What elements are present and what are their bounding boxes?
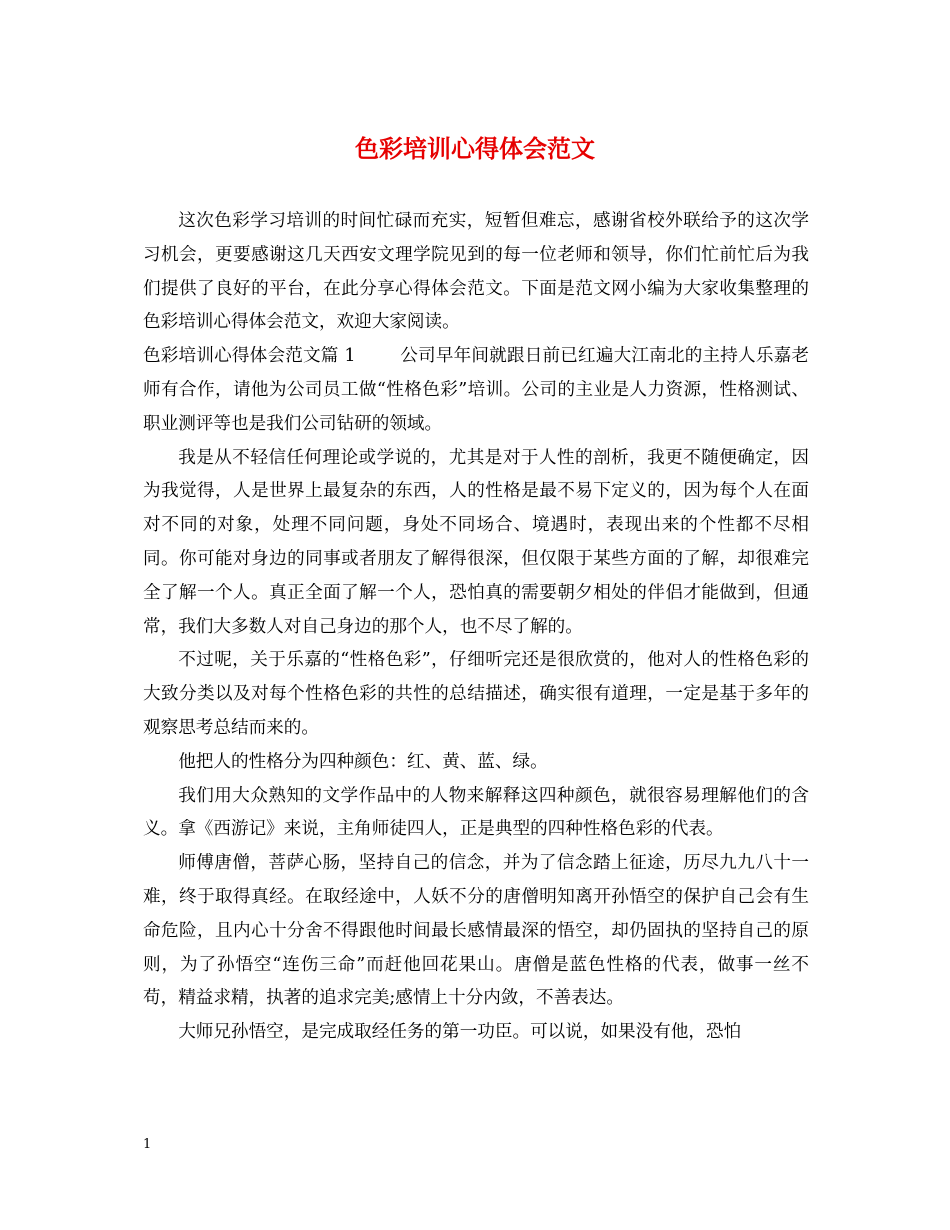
document-body (143, 205, 809, 1050)
paragraph-xiyouji: 我们用大众熟知的文学作品中的人物来解释这四种颜色，就很容易理解他们的含义。拿《西游记》来说，主角师徒四人，正是典型的四种性格色彩的代表。 (143, 785, 809, 840)
paragraph-section-1 (143, 340, 809, 441)
paragraph-tangseng: 师傅唐僧，菩萨心肠，坚持自己的信念，并为了信念踏上征途，历尽九九八十一难，终于取得真经。在取经途中，人妖不分的唐僧明知离开孙悟空的保护自己会有生命危险，且内心十分舍不得跟他时间最长感情最深的悟空，却仍固执的坚持自己的原则，为了孙悟空“连伤三命”而赶他回花果山。唐僧是蓝色性格的代表，做事一丝不苟，精益求精，执著的追求完美;感情上十分内敛，不善表达。 (143, 853, 809, 1009)
paragraph-lejia: 不过呢，关于乐嘉的“性格色彩”，仔细听完还是很欣赏的，他对人的性格色彩的大致分类以及对每个性格色彩的共性的总结描述，确实很有道理，一定是基于多年的观察思考总结而来的。 (143, 650, 809, 738)
document-title: 色彩培训心得体会范文 (355, 134, 595, 163)
section-gap (356, 346, 401, 366)
paragraph-sunwukong: 大师兄孙悟空，是完成取经任务的第一功臣。可以说，如果没有他，恐怕 (178, 1022, 742, 1043)
paragraph-intro: 这次色彩学习培训的时间忙碌而充实，短暂但难忘，感谢省校外联给予的这次学习机会，更要感谢这几天西安文理学院见到的每一位老师和领导，你们忙前忙后为我们提供了良好的平台，在此分享心得体会范文。下面是范文网小编为大家收集整理的色彩培训心得体会范文，欢迎大家阅读。 (143, 211, 809, 333)
paragraph-section-1-text: 公司早年间就跟日前已红遍大江南北的主持人乐嘉老师有合作，请他为公司员工做“性格色彩”培训。公司的主业是人力资源，性格测试、职业测评等也是我们公司钻研的领域。 (143, 346, 809, 434)
section-heading: 色彩培训心得体会范文篇 1 (143, 346, 356, 367)
paragraph-four-colors: 他把人的性格分为四种颜色：红、黄、蓝、绿。 (178, 751, 548, 772)
paragraph-personality: 我是从不轻信任何理论或学说的，尤其是对于人性的剖析，我更不随便确定，因为我觉得，人是世界上最复杂的东西，人的性格是最不易下定义的，因为每个人在面对不同的对象，处理不同问题，身处不同场合、境遇时，表现出来的个性都不尽相同。你可能对身边的同事或者朋友了解得很深，但仅限于某些方面的了解，却很难完全了解一个人。真正全面了解一个人，恐怕真的需要朝夕相处的伴侣才能做到，但通常，我们大多数人对自己身边的那个人，也不尽了解的。 (143, 447, 809, 637)
page-number: 1 (143, 1137, 152, 1152)
